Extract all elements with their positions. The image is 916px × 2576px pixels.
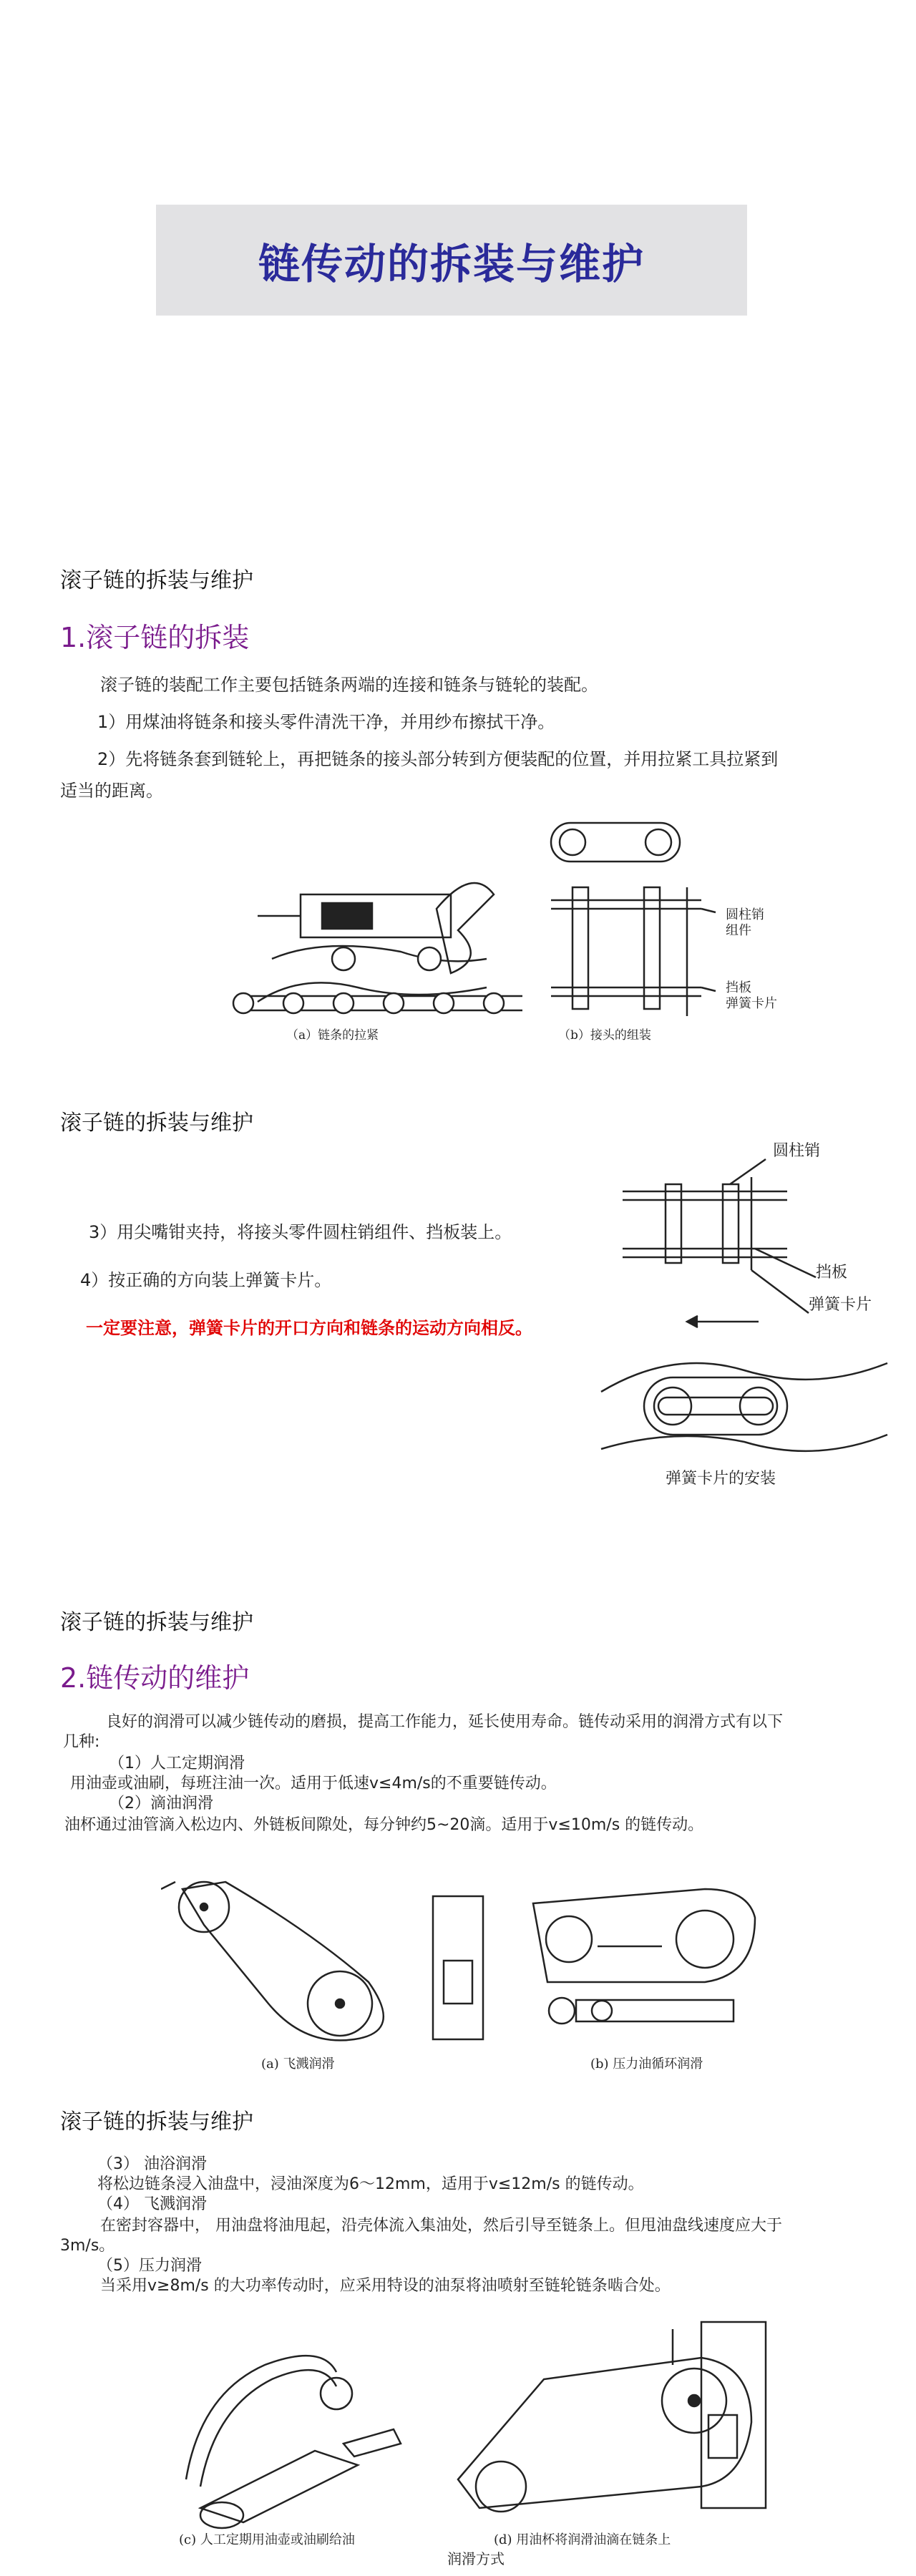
caption-splash: (a) 飞溅润滑 — [261, 2057, 335, 2072]
figure-chain-assembly — [215, 809, 844, 1045]
method2-title: （2）滴油润滑 — [109, 1795, 213, 1813]
method3-desc: 将松边链条浸入油盘中，浸油深度为6～12mm，适用于v≤12m/s 的链传动。 — [97, 2175, 644, 2193]
section-heading-1: 1.滚子链的拆装 — [60, 622, 250, 653]
title-banner — [156, 205, 747, 316]
method1-title: （1）人工定期润滑 — [109, 1755, 245, 1772]
method5-title: （5）压力润滑 — [97, 2257, 202, 2275]
caption-b: （b）接头的组装 — [558, 1028, 651, 1043]
chain-assembly-drawing — [215, 809, 844, 1045]
label-plate-2: 挡板 — [816, 1264, 848, 1282]
paragraph-step1: 1）用煤油将链条和接头零件清洗干净，并用纱布擦拭干净。 — [97, 712, 555, 732]
section-label-4: 滚子链的拆装与维护 — [60, 2109, 253, 2135]
label-pin-2: 圆柱销 — [773, 1142, 821, 1160]
warning-text: 一定要注意，弹簧卡片的开口方向和链条的运动方向相反。 — [86, 1318, 532, 1338]
caption-oil-cup: (d) 用油杯将润滑油滴在链条上 — [494, 2532, 671, 2547]
spring-clip-drawing — [587, 1134, 902, 1492]
label-clip: 弹簧卡片 — [726, 996, 777, 1011]
label-plate: 挡板 — [726, 980, 751, 995]
method1-desc: 用油壶或油刷，每班注油一次。适用于低速v≤4m/s的不重要链传动。 — [70, 1775, 557, 1792]
caption-spring-clip: 弹簧卡片的安装 — [666, 1470, 776, 1488]
caption-lubrication-methods: 润滑方式 — [447, 2550, 505, 2565]
paragraph-intro: 滚子链的装配工作主要包括链条两端的连接和链条与链轮的装配。 — [100, 675, 598, 695]
label-clip-2: 弹簧卡片 — [809, 1296, 872, 1314]
method5-desc: 当采用v≥8m/s 的大功率传动时，应采用特设的油泵将油喷射至链轮链条啮合处。 — [100, 2277, 671, 2295]
label-pin: 圆柱销 — [726, 907, 764, 922]
section-label-3: 滚子链的拆装与维护 — [60, 1610, 253, 1635]
paragraph-step2-line1: 2）先将链条套到链轮上，再把链条的接头部分转到方便装配的位置，并用拉紧工具拉紧到 — [97, 749, 779, 769]
figure-spring-clip — [587, 1134, 902, 1492]
caption-manual-lube: (c) 人工定期用油壶或油刷给油 — [179, 2532, 355, 2547]
section-heading-2: 2.链传动的维护 — [60, 1662, 250, 1694]
caption-a: （a）链条的拉紧 — [286, 1028, 379, 1043]
method4-desc-line1: 在密封容器中， 用油盘将油甩起，沿壳体流入集油处，然后引导至链条上。但甩油盘线速度应大于 — [100, 2217, 782, 2235]
paragraph-lube-intro-line2: 几种: — [63, 1733, 100, 1751]
label-pin-assembly: 组件 — [726, 923, 751, 938]
paragraph-step3: 3）用尖嘴钳夹持，将接头零件圆柱销组件、挡板装上。 — [89, 1222, 512, 1242]
figure-lubrication-ab — [161, 1860, 784, 2075]
paragraph-step2-line2: 适当的距离。 — [60, 781, 163, 801]
lubrication-cd-drawing — [157, 2308, 802, 2565]
method2-desc: 油杯通过油管滴入松边内、外链板间隙处，每分钟约5~20滴。适用于v≤10m/s 的链传动。 — [64, 1816, 704, 1834]
paragraph-step4: 4）按正确的方向装上弹簧卡片。 — [80, 1270, 332, 1290]
caption-pressure-circulation: (b) 压力油循环润滑 — [590, 2057, 703, 2072]
section-label-1: 滚子链的拆装与维护 — [60, 568, 253, 593]
figure-lubrication-cd — [157, 2308, 802, 2565]
method4-title: （4） 飞溅润滑 — [97, 2195, 207, 2213]
paragraph-lube-intro-line1: 良好的润滑可以减少链传动的磨损，提高工作能力，延长使用寿命。链传动采用的润滑方式有以下 — [106, 1713, 784, 1731]
page-title: 链传动的拆装与维护 — [258, 239, 645, 288]
method4-desc-line2: 3m/s。 — [60, 2237, 115, 2255]
method3-title: （3） 油浴润滑 — [97, 2155, 207, 2173]
section-label-2: 滚子链的拆装与维护 — [60, 1111, 253, 1136]
lubrication-ab-drawing — [161, 1860, 784, 2075]
